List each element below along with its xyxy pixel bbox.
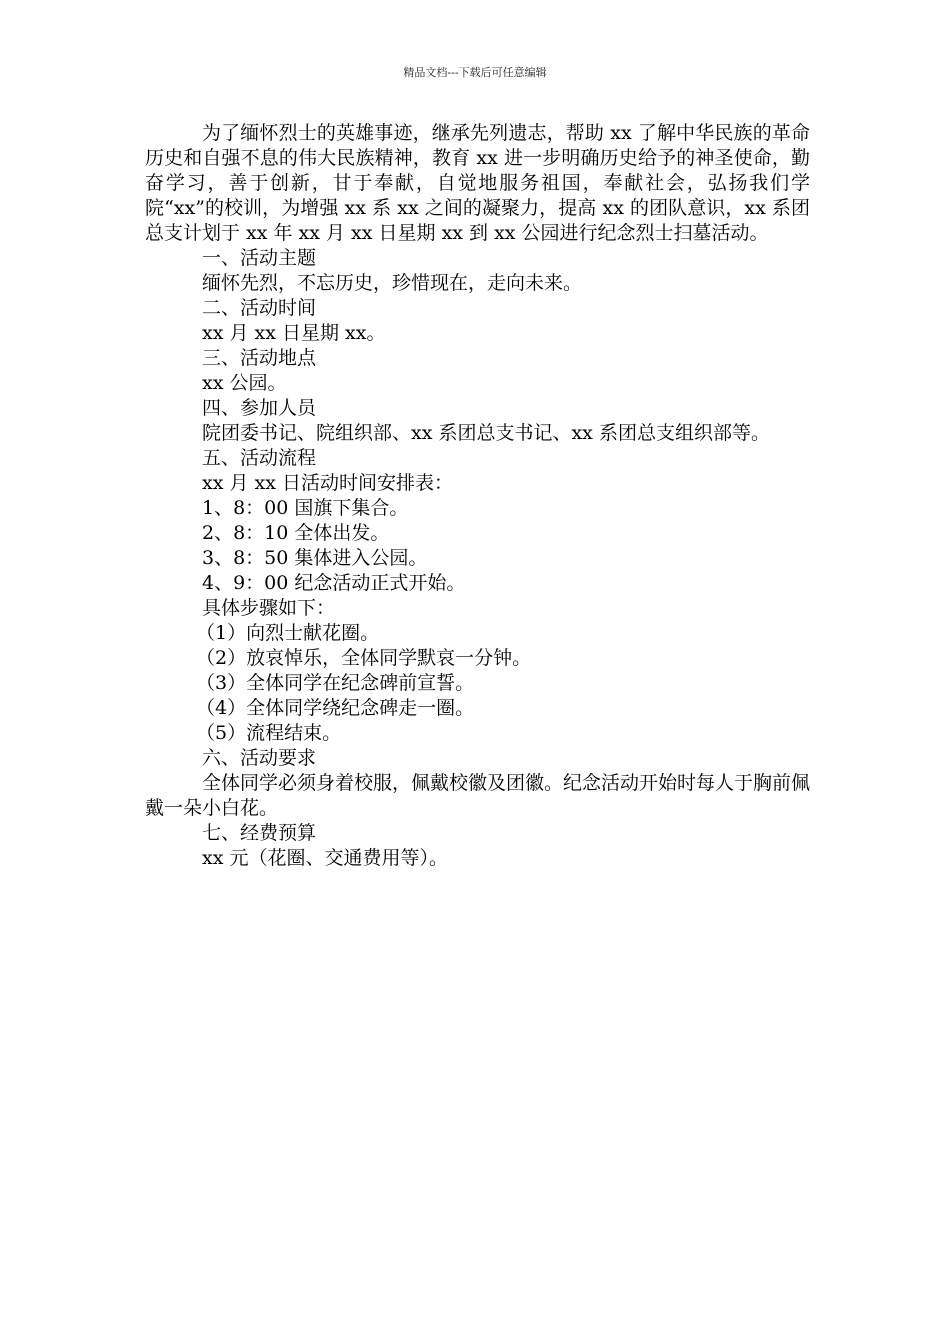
schedule-item: 1、8：00 国旗下集合。: [202, 497, 409, 519]
section-1-title: 一、活动主题: [202, 247, 317, 269]
schedule-title: xx 月 xx 日活动时间安排表：: [202, 472, 453, 494]
section-2-body: xx 月 xx 日星期 xx。: [202, 322, 386, 344]
section-7-title: 七、经费预算: [202, 822, 317, 844]
section-2-title: 二、活动时间: [202, 297, 317, 319]
step-item: （4）全体同学绕纪念碑走一圈。: [196, 697, 475, 719]
schedule-item: 4、9：00 纪念活动正式开始。: [202, 572, 466, 594]
step-item: （3）全体同学在纪念碑前宣誓。: [196, 672, 475, 694]
schedule-item: 2、8：10 全体出发。: [202, 522, 390, 544]
intro-paragraph: 为了缅怀烈士的英雄事迹，继承先列遗志，帮助 xx 了解中华民族的革命历史和自强不息的伟大民族精神，教育 xx 进一步明确历史给予的神圣使命，勤奋学习，善于创新，甘于奉献，自觉地服务祖国，奉献社会，弘扬我们学院“xx”的校训，为增强 xx 系 xx 之间的凝聚力，提高 xx 的团队意识，xx 系团总支计划于 xx 年 xx 月 xx 日星期 xx 到 xx 公园进行纪念烈士扫墓活动。: [145, 122, 810, 244]
section-6-title: 六、活动要求: [202, 747, 317, 769]
section-4-body: 院团委书记、院组织部、xx 系团总支书记、xx 系团总支组织部等。: [202, 422, 770, 444]
step-item: （1）向烈士献花圈。: [196, 622, 380, 644]
section-3-body: xx 公园。: [202, 372, 287, 394]
section-5-title: 五、活动流程: [202, 447, 317, 469]
schedule-item: 3、8：50 集体进入公园。: [202, 547, 428, 569]
section-3-title: 三、活动地点: [202, 347, 317, 369]
section-7-body: xx 元（花圈、交通费用等）。: [202, 847, 448, 869]
step-item: （5）流程结束。: [196, 722, 342, 744]
section-6-body: 全体同学必须身着校服，佩戴校徽及团徽。纪念活动开始时每人于胸前佩戴一朵小白花。: [145, 772, 811, 819]
section-1-body: 缅怀先烈，不忘历史，珍惜现在，走向未来。: [202, 272, 583, 294]
page-header: 精品文档---下载后可任意编辑: [403, 66, 547, 79]
section-4-title: 四、参加人员: [202, 397, 317, 419]
steps-title: 具体步骤如下：: [202, 597, 336, 619]
step-item: （2）放哀悼乐，全体同学默哀一分钟。: [196, 647, 532, 669]
document-body: [145, 121, 810, 871]
